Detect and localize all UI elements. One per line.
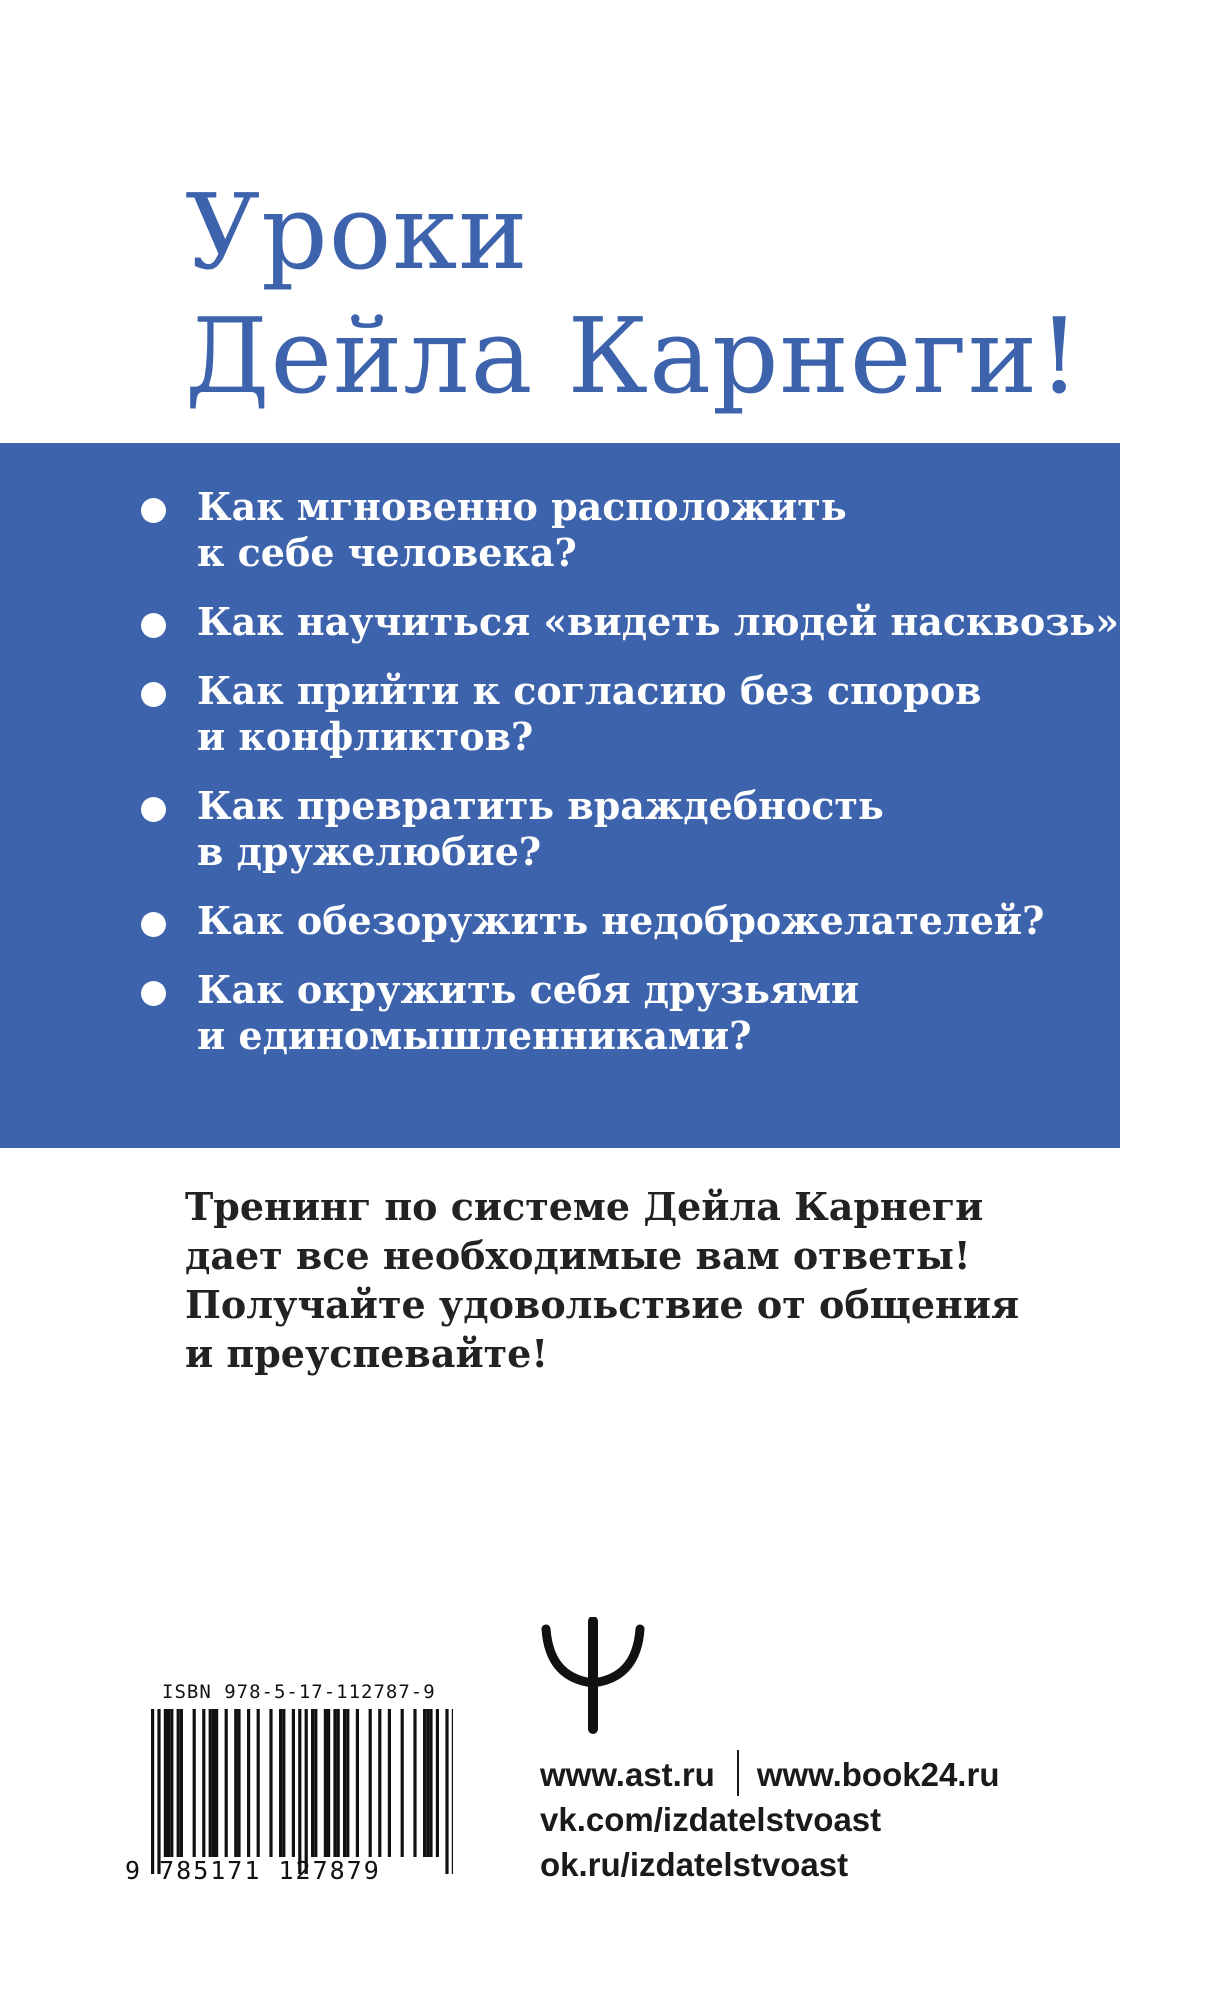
question-list — [0, 484, 1142, 1082]
barcode-bar — [164, 1709, 167, 1857]
barcode-bar — [234, 1709, 237, 1857]
barcode-bar — [167, 1709, 170, 1857]
question-text: Как обезоружить недоброжелателей? — [197, 898, 1045, 943]
question-text: Как прийти к согласию без споров — [197, 668, 982, 713]
title-line-1: Уроки — [185, 171, 529, 293]
psi-icon — [538, 1617, 648, 1737]
question-text: Как мгновенно расположить — [197, 484, 847, 529]
question-item — [0, 898, 1120, 944]
barcode-bar — [378, 1709, 381, 1857]
question-text: и единомышленниками? — [197, 1013, 752, 1058]
barcode-bar — [369, 1709, 372, 1857]
publisher-links — [540, 1750, 999, 1887]
question-text: Как научиться «видеть людей насквозь»? — [197, 599, 1142, 644]
barcode-bar — [311, 1709, 314, 1857]
barcode-bar — [212, 1709, 215, 1857]
barcode-bar — [209, 1709, 212, 1857]
barcode-bar — [292, 1709, 295, 1857]
question-item — [0, 668, 1120, 760]
question-text: Как окружить себя друзьями — [197, 967, 860, 1012]
barcode-bar — [423, 1709, 426, 1857]
promo-text — [185, 1182, 1085, 1378]
barcode-bar — [324, 1709, 327, 1857]
question-item — [0, 599, 1142, 645]
barcode-bar — [225, 1709, 228, 1857]
barcode — [125, 1681, 455, 1901]
isbn-label: ISBN 978-5-17-112787-9 — [162, 1681, 436, 1703]
barcode-bar — [388, 1709, 391, 1857]
link-ast[interactable]: www.ast.ru — [540, 1756, 715, 1793]
link-separator — [737, 1750, 739, 1796]
barcode-bar — [346, 1709, 349, 1857]
title-line-2: Дейла Карнеги! — [185, 295, 1082, 417]
barcode-bar — [445, 1709, 448, 1874]
barcode-bar — [426, 1709, 429, 1857]
question-text: Как превратить враждебность — [197, 783, 884, 828]
bullet-icon — [141, 981, 166, 1006]
barcode-bar — [180, 1709, 183, 1857]
barcode-bar — [401, 1709, 404, 1857]
barcode-bar — [257, 1709, 260, 1857]
barcode-bar — [177, 1709, 180, 1857]
promo-line: дает все необходимые вам ответы! — [185, 1233, 971, 1278]
barcode-bar — [429, 1709, 432, 1857]
question-text: к себе человека? — [197, 530, 577, 575]
promo-line: Тренинг по системе Дейла Карнеги — [185, 1184, 984, 1229]
book-title — [185, 170, 1145, 418]
bullet-icon — [141, 498, 166, 523]
barcode-bar — [215, 1709, 218, 1857]
question-item — [0, 783, 1120, 875]
barcode-bar — [237, 1709, 240, 1857]
barcode-bar — [305, 1709, 308, 1874]
link-vk[interactable]: vk.com/izdatelstvoast — [540, 1801, 882, 1838]
barcode-bar — [157, 1709, 160, 1874]
barcode-bar — [436, 1709, 439, 1857]
barcode-bar — [413, 1709, 416, 1857]
bullet-icon — [141, 682, 166, 707]
question-text: и конфликтов? — [197, 714, 534, 759]
barcode-bar — [193, 1709, 196, 1857]
barcode-bars — [151, 1709, 453, 1879]
barcode-bar — [151, 1709, 154, 1874]
isbn-digits: 9 785171 127879 — [125, 1856, 381, 1885]
barcode-bar — [356, 1709, 359, 1857]
barcode-bar — [327, 1709, 330, 1857]
bullet-icon — [141, 797, 166, 822]
link-ok[interactable]: ok.ru/izdatelstvoast — [540, 1846, 849, 1883]
link-book24[interactable]: www.book24.ru — [756, 1756, 1000, 1793]
bullet-icon — [141, 912, 166, 937]
barcode-bar — [343, 1709, 346, 1857]
bullet-icon — [141, 613, 166, 638]
barcode-bar — [247, 1709, 250, 1857]
question-item — [0, 967, 1120, 1059]
barcode-bar — [269, 1709, 272, 1857]
barcode-bar — [314, 1709, 317, 1857]
barcode-bar — [282, 1709, 285, 1857]
barcode-bar — [298, 1709, 301, 1874]
barcode-bar — [337, 1709, 340, 1857]
question-text: в дружелюбие? — [197, 829, 542, 874]
barcode-bar — [202, 1709, 205, 1857]
promo-line: и преуспевайте! — [185, 1331, 549, 1376]
promo-line: Получайте удовольствие от общения — [185, 1282, 1020, 1327]
question-item — [0, 484, 1120, 576]
barcode-bar — [452, 1709, 453, 1874]
barcode-bar — [279, 1709, 282, 1857]
barcode-bar — [170, 1709, 173, 1857]
barcode-bar — [333, 1709, 336, 1857]
